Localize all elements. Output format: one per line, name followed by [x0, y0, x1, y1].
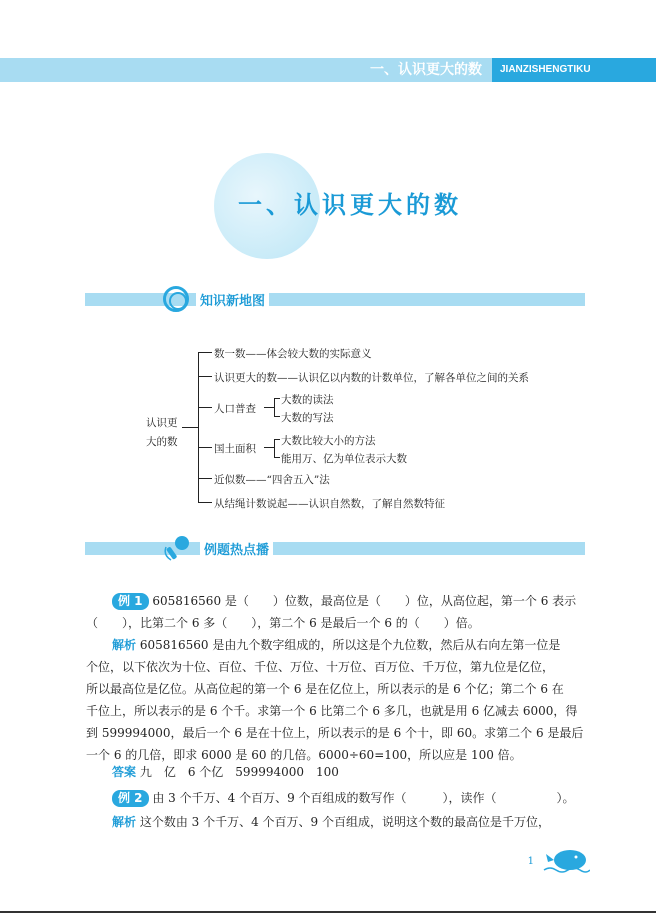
tree-sub-1: 大数的读法 — [281, 394, 334, 406]
example-1-question-line1 — [112, 591, 576, 612]
tree-tick — [274, 398, 280, 399]
tree-tick — [274, 416, 280, 417]
example-1-question-line2: （ ），比第二个 6 多（ ），第二个 6 是最后一个 6 的（ ）倍。 — [86, 616, 480, 630]
tree-connector — [182, 427, 198, 428]
analysis-label: 解析 — [112, 815, 137, 829]
tree-branch-6: 从结绳计数说起——认识自然数，了解自然数特征 — [214, 498, 445, 510]
globe-icon — [163, 286, 189, 312]
tree-trunk — [198, 352, 199, 502]
tree-branch-1: 数一数——体会较大数的实际意义 — [214, 348, 372, 360]
tree-tick — [274, 439, 280, 440]
tree-tick — [198, 447, 212, 448]
section-bar-examples — [85, 542, 585, 555]
example-1-question-text: 605816560 是（ ）位数，最高位是（ ）位，从高位起，第一个 6 表示 — [152, 594, 577, 608]
example-1-analysis-line2: 个位，以下依次为十位、百位、千位、万位、十万位、百万位、千万位，第九位是亿位， — [86, 660, 555, 674]
tree-sub-4: 能用万、亿为单位表示大数 — [281, 453, 407, 465]
tree-tick — [198, 352, 212, 353]
tree-tick — [198, 502, 212, 503]
section-title-examples: 例题热点播 — [200, 539, 273, 558]
tree-tick — [264, 407, 274, 408]
example-2-question-text: 由 3 个千万、4 个百万、9 个百组成的数写作（ ），读作（ ）。 — [152, 791, 575, 805]
series-tag: JIANZISHENGTIKU — [492, 58, 656, 82]
example-2-analysis-line1 — [112, 812, 550, 833]
example-badge: 例 2 — [112, 790, 149, 807]
tree-branch-5: 近似数——“四舍五入”法 — [214, 474, 330, 486]
tree-branch-2: 认识更大的数——认识亿以内数的计数单位，了解各单位之间的关系 — [214, 372, 529, 384]
example-2-question — [112, 788, 575, 809]
tree-root-line1: 认识更 — [146, 417, 178, 429]
page-number: 1 — [527, 856, 534, 867]
tree-sub-2: 大数的写法 — [281, 412, 334, 424]
example-1-analysis-line3: 所以最高位是亿位。从高位起的第一个 6 是在亿位上，所以表示的是 6 个亿；第二个 6 在 — [86, 682, 564, 696]
example-1-analysis-line1 — [112, 635, 560, 656]
chapter-title: 一、认识更大的数 — [238, 191, 462, 219]
example-badge: 例 1 — [112, 593, 149, 610]
tree-tick — [198, 407, 212, 408]
section-bar-map — [85, 293, 585, 306]
microphone-icon — [163, 533, 193, 563]
answer-label: 答案 — [112, 765, 137, 779]
tree-root-line2: 大的数 — [146, 436, 178, 448]
example-1-analysis-line5: 到 599994000，最后一个 6 是在十位上，所以表示的是 6 个十，即 60。求第二个 6 是最后 — [86, 726, 584, 740]
example-1-analysis-line4: 千位上，所以表示的是 6 个千。求第一个 6 比第二个 6 多几，也就是用 6 亿减去 6000，得 — [86, 704, 578, 718]
tree-sub-3: 大数比较大小的方法 — [281, 435, 376, 447]
tree-tick — [274, 457, 280, 458]
tree-tick — [198, 376, 212, 377]
example-1-analysis-line6: 一个 6 的几倍，即求 6000 是 60 的几倍。6000÷60=100，所以应是 100 倍。 — [86, 748, 522, 762]
analysis-label: 解析 — [112, 638, 137, 652]
analysis-text: 605816560 是由九个数字组成的，所以这是个九位数，然后从右向左第一位是 — [139, 638, 561, 652]
tree-branch-4: 国土面积 — [214, 443, 256, 455]
tree-tick — [264, 447, 274, 448]
tree-tick — [198, 478, 212, 479]
whale-mascot-icon — [540, 842, 590, 876]
analysis-text: 这个数由 3 个千万、4 个百万、9 个百组成，说明这个数的最高位是千万位， — [139, 815, 551, 829]
tree-sub-trunk — [274, 398, 275, 416]
running-header-title: 一、认识更大的数 — [370, 62, 482, 78]
section-title-map: 知识新地图 — [196, 290, 269, 309]
answer-text: 九 亿 6 个亿 599994000 100 — [139, 765, 339, 779]
tree-sub-trunk — [274, 439, 275, 457]
tree-branch-3: 人口普查 — [214, 403, 256, 415]
example-1-answer — [112, 762, 339, 783]
